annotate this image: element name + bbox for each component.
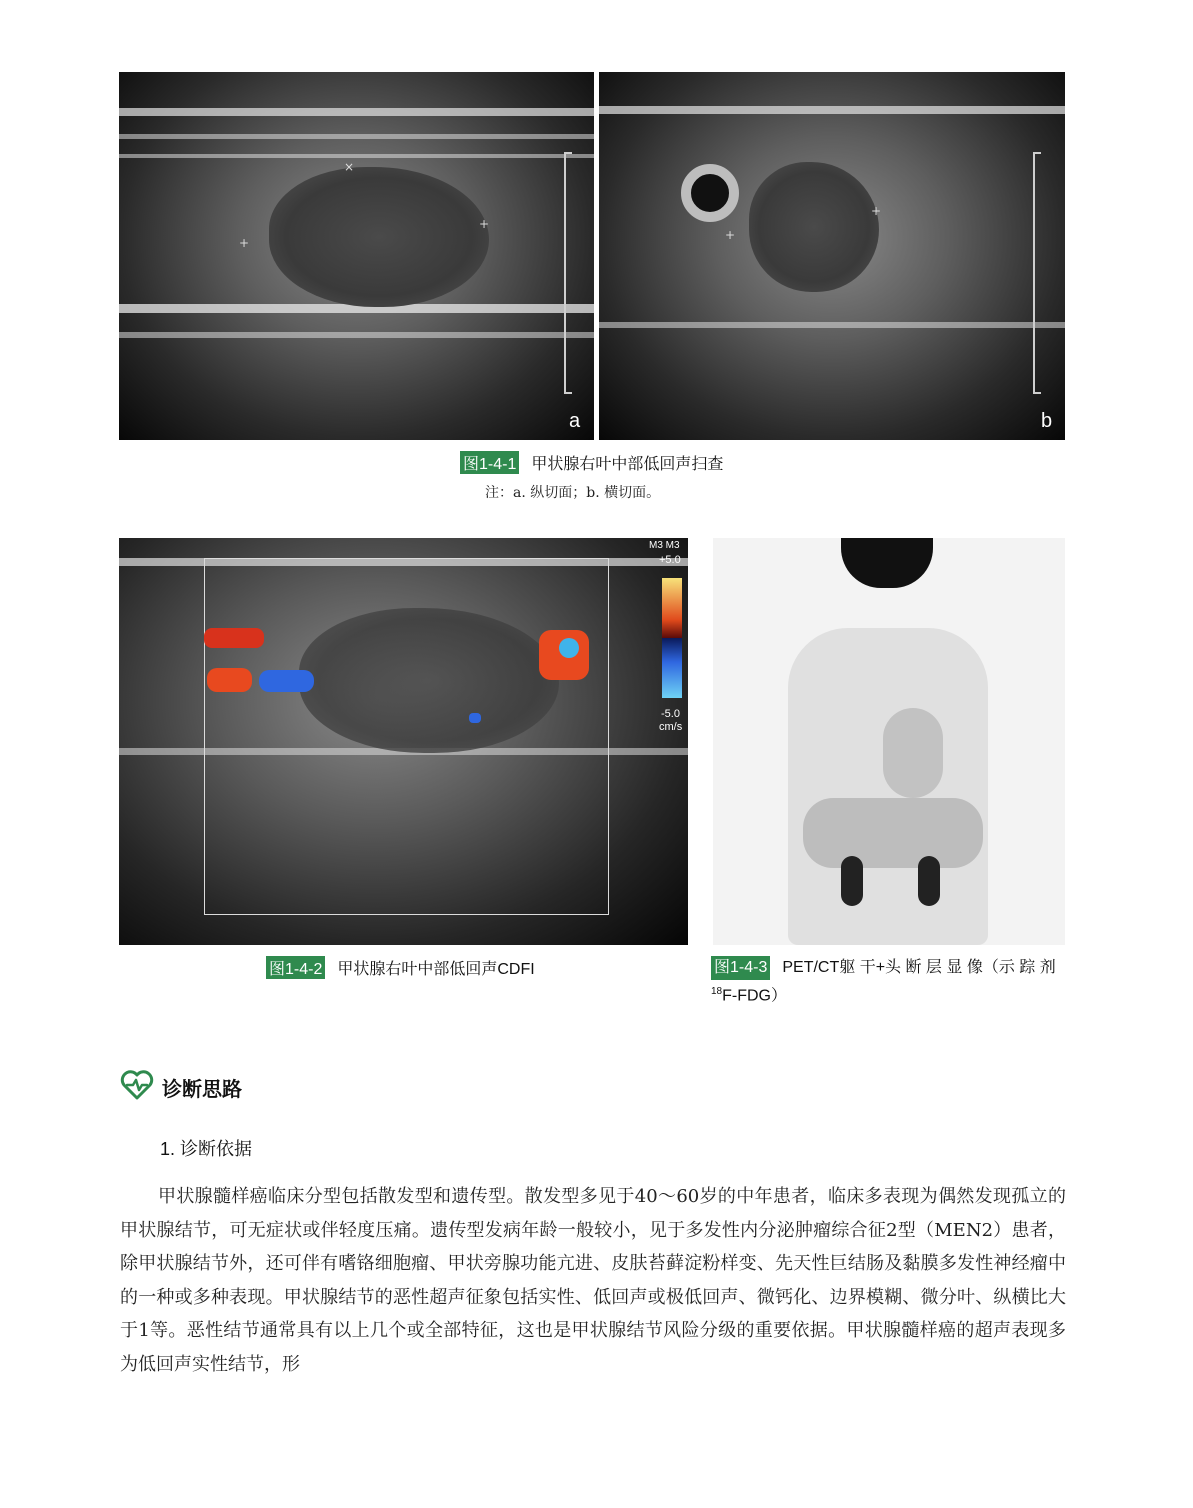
- velocity-scale-bar: [662, 578, 682, 698]
- nodule: [269, 167, 489, 307]
- figure3-title-line1: PET/CT躯 干+头 断 层 显 像（示 踪 剂: [782, 959, 1056, 976]
- heart: [883, 708, 943, 798]
- cdfi-image: [119, 538, 688, 945]
- flow-signal: [204, 628, 264, 648]
- caliper-marker: +: [871, 204, 882, 218]
- pet-image: [713, 538, 1065, 945]
- caliper-marker: +: [725, 228, 736, 242]
- depth-scale: [1033, 152, 1035, 392]
- figure1-note: 注：a. 纵切面；b. 横切面。: [485, 485, 661, 501]
- depth-tick: [564, 152, 572, 154]
- caliper-marker: +: [479, 217, 490, 231]
- panel-label-b: b: [1041, 410, 1053, 432]
- figure3-caption: [711, 956, 1071, 1008]
- trachea-ring: [681, 164, 739, 222]
- torso: [788, 628, 988, 945]
- flow-signal: [469, 713, 481, 723]
- heart-pulse-icon: [120, 1070, 154, 1104]
- depth-tick: [564, 392, 572, 394]
- velocity-scale-header: M3 M3: [649, 540, 680, 551]
- liver: [803, 798, 983, 868]
- section-title: 诊断思路: [162, 1076, 242, 1101]
- figure3-isotope-mass: 18: [711, 986, 723, 997]
- flow-signal: [559, 638, 579, 658]
- flow-signal: [207, 668, 252, 692]
- figure1-title: 甲状腺右叶中部低回声扫查: [531, 456, 724, 473]
- figure1-number: 图1-4-1: [460, 451, 519, 474]
- velocity-max: +5.0: [659, 554, 681, 566]
- head: [841, 538, 933, 588]
- depth-scale: [564, 152, 566, 392]
- figure2-number: 图1-4-2: [266, 956, 325, 979]
- figure3-title-line2: F-FDG）: [722, 987, 788, 1005]
- velocity-unit: cm/s: [659, 721, 683, 733]
- subheading: 1. 诊断依据: [160, 1139, 253, 1159]
- section-header: [120, 1070, 242, 1104]
- panel-label-a: a: [569, 410, 581, 432]
- kidney-right: [918, 856, 940, 906]
- figure2-title: 甲状腺右叶中部低回声CDFI: [337, 961, 535, 978]
- nodule: [749, 162, 882, 292]
- figure3-number: 图1-4-3: [711, 956, 770, 980]
- body-paragraph: 甲状腺髓样癌临床分型包括散发型和遗传型。散发型多见于40～60岁的中年患者，临床多表现为偶然发现孤立的甲状腺结节，可无症状或伴轻度压痛。遗传型发病年龄一般较小，见于多发性内分泌肿瘤综合征2型（MEN2）患者，除甲状腺结节外，还可伴有嗜铬细胞瘤、甲状旁腺功能亢进、皮肤苔藓淀粉样变、先天性巨结肠及黏膜多发性神经瘤中的一种或多种表现。甲状腺结节的恶性超声征象包括实性、低回声或极低回声、微钙化、边界模糊、微分叶、纵横比大于1等。恶性结节通常具有以上几个或全部特征，这也是甲状腺结节风险分级的重要依据。甲状腺髓样癌的超声表现多为低回声实性结节，形: [120, 1186, 1066, 1375]
- kidney-left: [841, 856, 863, 906]
- depth-tick: [1033, 152, 1041, 154]
- figure2-caption: [266, 956, 535, 979]
- caliper-marker: +: [239, 236, 250, 250]
- flow-signal: [259, 670, 314, 692]
- ultrasound-panel-a: [119, 72, 594, 440]
- nodule: [299, 608, 559, 753]
- velocity-min: -5.0: [661, 708, 680, 720]
- caliper-marker: ×: [344, 160, 355, 174]
- depth-tick: [1033, 392, 1041, 394]
- figure1-caption: [460, 451, 723, 474]
- ultrasound-panel-b: [599, 72, 1065, 440]
